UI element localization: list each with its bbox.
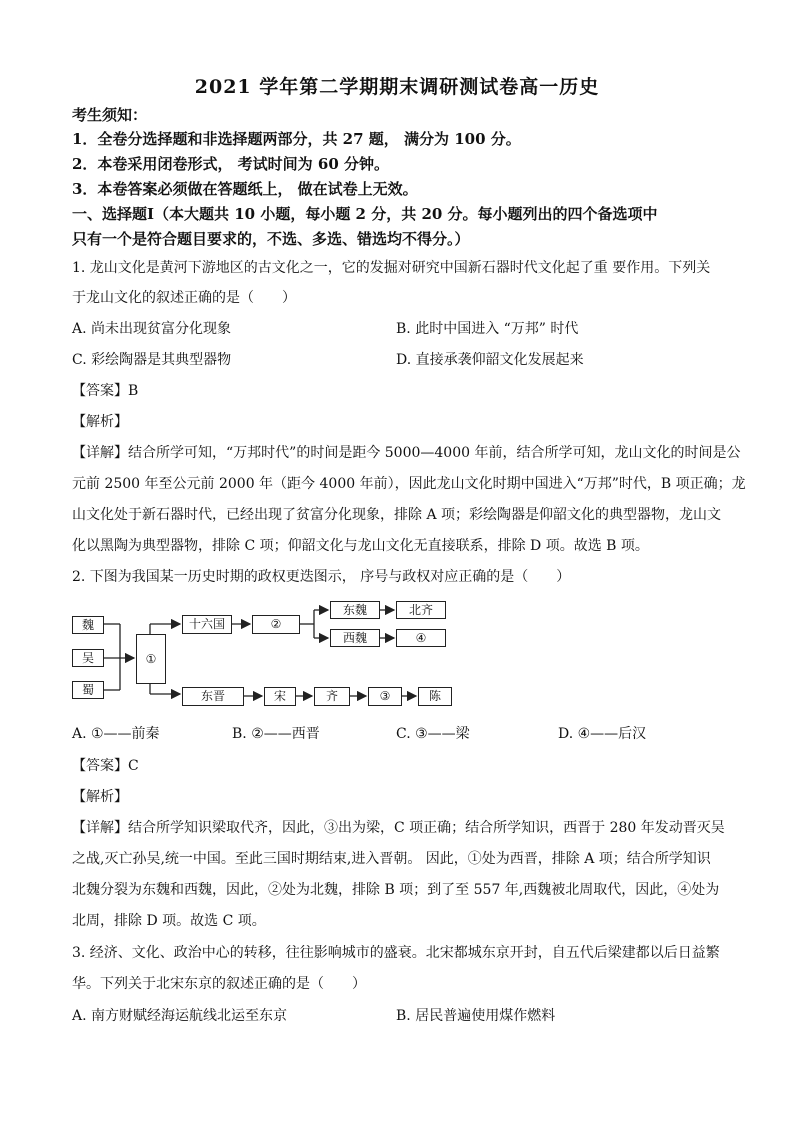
- box-circle-four: ④: [396, 629, 446, 647]
- section-heading-line-2: 只有一个是符合题目要求的，不选、多选、错选均不得分。）: [72, 230, 470, 248]
- q2-option-b: B. ②——西晋: [232, 726, 320, 742]
- q1-detail-line-1: 【详解】结合所学可知，“万邦时代”的时间是距今 5000—4000 年前，结合所学可知，龙山文化的时间是公: [72, 445, 741, 461]
- q3-stem-line-1: 3. 经济、文化、政治中心的转移，往往影响城市的盛衰。北宋都城东京开封，自五代后梁建都以后日益繁: [72, 945, 720, 961]
- section-heading-line-1: 一、选择题Ⅰ（本大题共 10 小题，每小题 2 分，共 20 分。每小题列出的四个备选项中: [72, 205, 658, 223]
- notice-heading: 考生须知：: [72, 106, 148, 124]
- q2-stem: 2. 下图为我国某一历史时期的政权更迭图示， 序号与政权对应正确的是（ ）: [72, 569, 571, 585]
- box-circle-two: ②: [252, 615, 300, 634]
- q2-detail-line-4: 北周，排除 D 项。故选 C 项。: [72, 913, 266, 929]
- box-wei: 魏: [72, 616, 104, 634]
- q1-option-d: D. 直接承袭仰韶文化发展起来: [396, 352, 584, 368]
- q1-detail-line-4: 化以黑陶为典型器物，排除 C 项；仰韶文化与龙山文化无直接联系，排除 D 项。故选 B 项。: [72, 538, 649, 554]
- q2-answer: 【答案】C: [72, 758, 139, 774]
- q2-option-d: D. ④——后汉: [558, 726, 647, 742]
- q1-option-b: B. 此时中国进入 “万邦” 时代: [396, 321, 579, 337]
- box-circle-three: ③: [368, 687, 402, 706]
- q2-option-c: C. ③——梁: [396, 726, 470, 742]
- q1-answer: 【答案】B: [72, 383, 139, 399]
- box-qi: 齐: [314, 687, 350, 706]
- q1-option-a: A. 尚未出现贫富分化现象: [72, 321, 232, 337]
- box-circle-one: ①: [136, 634, 166, 684]
- notice-item-3: 3．本卷答案必须做在答题纸上， 做在试卷上无效。: [72, 180, 418, 198]
- q3-option-a: A. 南方财赋经海运航线北运至东京: [72, 1008, 288, 1024]
- regime-succession-diagram: [70, 598, 490, 714]
- page-title: 2021 学年第二学期期末调研测试卷高一历史: [194, 76, 600, 98]
- q1-analysis-label: 【解析】: [72, 414, 128, 430]
- box-wu: 吴: [72, 649, 104, 667]
- q1-detail-line-2: 元前 2500 年至公元前 2000 年（距今 4000 年前），因此龙山文化时期中国进入“万邦”时代，B 项正确；龙: [72, 476, 746, 492]
- q1-option-c: C. 彩绘陶器是其典型器物: [72, 352, 232, 368]
- q2-detail-line-2: 之战,灭亡孙吴,统一中国。至此三国时期结束,进入晋朝。 因此，①处为西晋，排除 A 项；结合所学知识: [72, 851, 711, 867]
- notice-item-2: 2．本卷采用闭卷形式， 考试时间为 60 分钟。: [72, 155, 389, 173]
- q1-stem-line-1: 1. 龙山文化是黄河下游地区的古文化之一，它的发掘对研究中国新石器时代文化起了重 要作用。下列关: [72, 260, 711, 276]
- q3-stem-line-2: 华。下列关于北宋东京的叙述正确的是（ ）: [72, 976, 366, 992]
- q3-option-b: B. 居民普遍使用煤作燃料: [396, 1008, 556, 1024]
- q2-detail-line-3: 北魏分裂为东魏和西魏，因此，②处为北魏，排除 B 项；到了至 557 年,西魏被北周取代，因此，④处为: [72, 882, 720, 898]
- box-dongjin: 东晋: [182, 687, 244, 706]
- q2-detail-line-1: 【详解】结合所学知识梁取代齐，因此，③出为梁，C 项正确；结合所学知识，西晋于 280 年发动晋灭吴: [72, 820, 725, 836]
- box-song: 宋: [264, 687, 296, 706]
- q1-stem-line-2: 于龙山文化的叙述正确的是（ ）: [72, 290, 296, 306]
- box-sixteen-kingdoms: 十六国: [182, 615, 232, 634]
- box-chen: 陈: [418, 687, 452, 706]
- q2-analysis-label: 【解析】: [72, 789, 128, 805]
- box-dongwei: 东魏: [330, 601, 380, 619]
- q2-option-a: A. ①——前秦: [72, 726, 160, 742]
- box-beiqi: 北齐: [396, 601, 446, 619]
- q1-detail-line-3: 山文化处于新石器时代，已经出现了贫富分化现象，排除 A 项；彩绘陶器是仰韶文化的典型器物，龙山文: [72, 507, 722, 523]
- box-xiwei: 西魏: [330, 629, 380, 647]
- notice-item-1: 1．全卷分选择题和非选择题两部分，共 27 题， 满分为 100 分。: [72, 130, 521, 148]
- box-shu: 蜀: [72, 681, 104, 699]
